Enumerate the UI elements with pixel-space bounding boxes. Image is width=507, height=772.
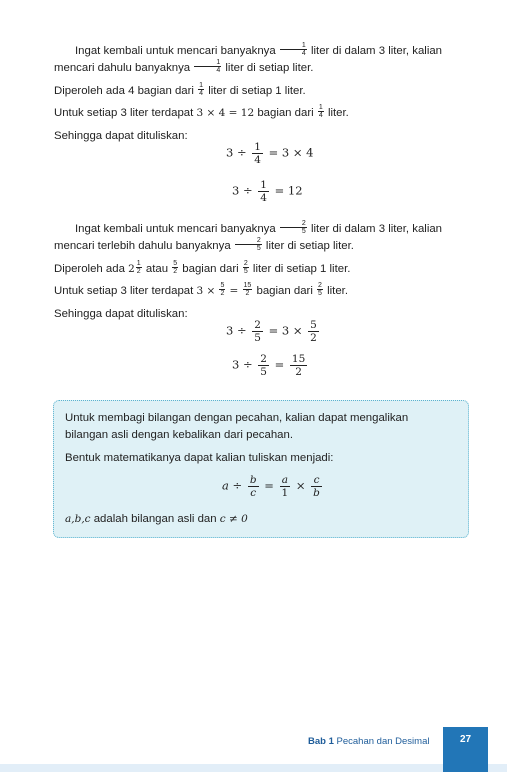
fraction-two-fifths: $\frac{2}{5}$ — [260, 353, 267, 378]
fraction-two-fifths: $\frac{2}{5}$ — [254, 319, 261, 344]
info-box-paragraph-1: Untuk membagi bilangan dengan pecahan, kalian dapat mengalikan bilangan asli dengan kebalikan dari pecahan. — [65, 412, 409, 441]
section1-paragraph-2: Diperoleh ada 4 bagian dari $\frac{1}{4}$ liter di setiap 1 liter. — [54, 82, 306, 98]
section2-paragraph-4: Sehingga dapat dituliskan: — [54, 308, 188, 320]
section2-equation-1: 3 ÷ $\frac{2}{5}$ = 3 × $\frac{5}{2}$ — [226, 319, 317, 344]
fraction-fifteen-halves: $\frac{15}{2}$ — [291, 353, 306, 378]
fraction-two-fifths: $\frac{2}{5}$ — [280, 220, 307, 235]
fraction-c-over-b: $\frac{c}{b}$ — [313, 474, 320, 499]
info-box-paragraph-2: Bentuk matematikanya dapat kalian tuliskan menjadi: — [65, 452, 334, 464]
fraction-five-halves: $\frac{5}{2}$ — [220, 282, 225, 298]
section2-paragraph-1: Ingat kembali untuk mencari banyaknya $\frac{2}{5}$ liter di dalam 3 liter, kalian mencari terlebih dahulu banyaknya $\frac{2}{5}$ liter di setiap liter. — [54, 220, 443, 253]
fraction-one-fourth: $\frac{1}{4}$ — [194, 59, 221, 74]
info-box-note: a,b,c adalah bilangan asli dan c ≠ 0 — [65, 513, 248, 525]
section1-equation-1: 3 ÷ $\frac{1}{4}$ = 3 × 4 — [226, 141, 314, 166]
fraction-two-fifths: $\frac{2}{5}$ — [243, 260, 248, 276]
section2-equation-2: 3 ÷ $\frac{2}{5}$ = $\frac{15}{2}$ — [232, 353, 306, 378]
fraction-fifteen-halves: $\frac{15}{2}$ — [243, 282, 252, 298]
fraction-one-fourth: $\frac{1}{4}$ — [199, 82, 204, 98]
fraction-five-halves: $\frac{5}{2}$ — [173, 260, 178, 276]
footer-bar — [0, 764, 507, 772]
fraction-one-half: $\frac{1}{2}$ — [136, 260, 141, 276]
fraction-one-fourth: $\frac{1}{4}$ — [254, 141, 261, 166]
fraction-five-halves: $\frac{5}{2}$ — [310, 319, 317, 344]
section1-paragraph-4: Sehingga dapat dituliskan: — [54, 130, 188, 142]
section1-paragraph-3: Untuk setiap 3 liter terdapat 3 × 4 = 12 bagian dari $\frac{1}{4}$ liter. — [54, 104, 349, 120]
fraction-two-fifths: $\frac{2}{5}$ — [235, 237, 262, 252]
footer-chapter: Bab 1 Pecahan dan Desimal — [308, 736, 430, 747]
info-box-formula: a ÷ $\frac{b}{c}$ = $\frac{a}{1}$ × $\frac{c}{b}$ — [222, 474, 320, 499]
page-number-badge — [443, 727, 488, 772]
section2-paragraph-3: Untuk setiap 3 liter terdapat 3 × $\frac{5}{2}$ = $\frac{15}{2}$ bagian dari $\frac{2}{5}$ liter. — [54, 282, 349, 298]
fraction-one-fourth: $\frac{1}{4}$ — [318, 104, 323, 120]
section2-paragraph-2: Diperoleh ada 2 $\frac{1}{2}$ atau $\frac{5}{2}$ bagian dari $\frac{2}{5}$ liter di setiap 1 liter. — [54, 260, 351, 276]
page-number: 27 — [459, 734, 472, 745]
fraction-a-over-1: $\frac{a}{1}$ — [281, 474, 289, 499]
fraction-one-fourth: $\frac{1}{4}$ — [260, 179, 267, 204]
fraction-two-fifths: $\frac{2}{5}$ — [318, 282, 322, 298]
section1-paragraph-1: Ingat kembali untuk mencari banyaknya $\frac{1}{4}$ liter di dalam 3 liter, kalian mencari dahulu banyaknya $\frac{1}{4}$ liter di setiap liter. — [54, 42, 443, 75]
fraction-one-fourth: $\frac{1}{4}$ — [280, 42, 307, 57]
fraction-b-over-c: $\frac{b}{c}$ — [249, 474, 257, 499]
section1-equation-2: 3 ÷ $\frac{1}{4}$ = 12 — [232, 179, 303, 204]
